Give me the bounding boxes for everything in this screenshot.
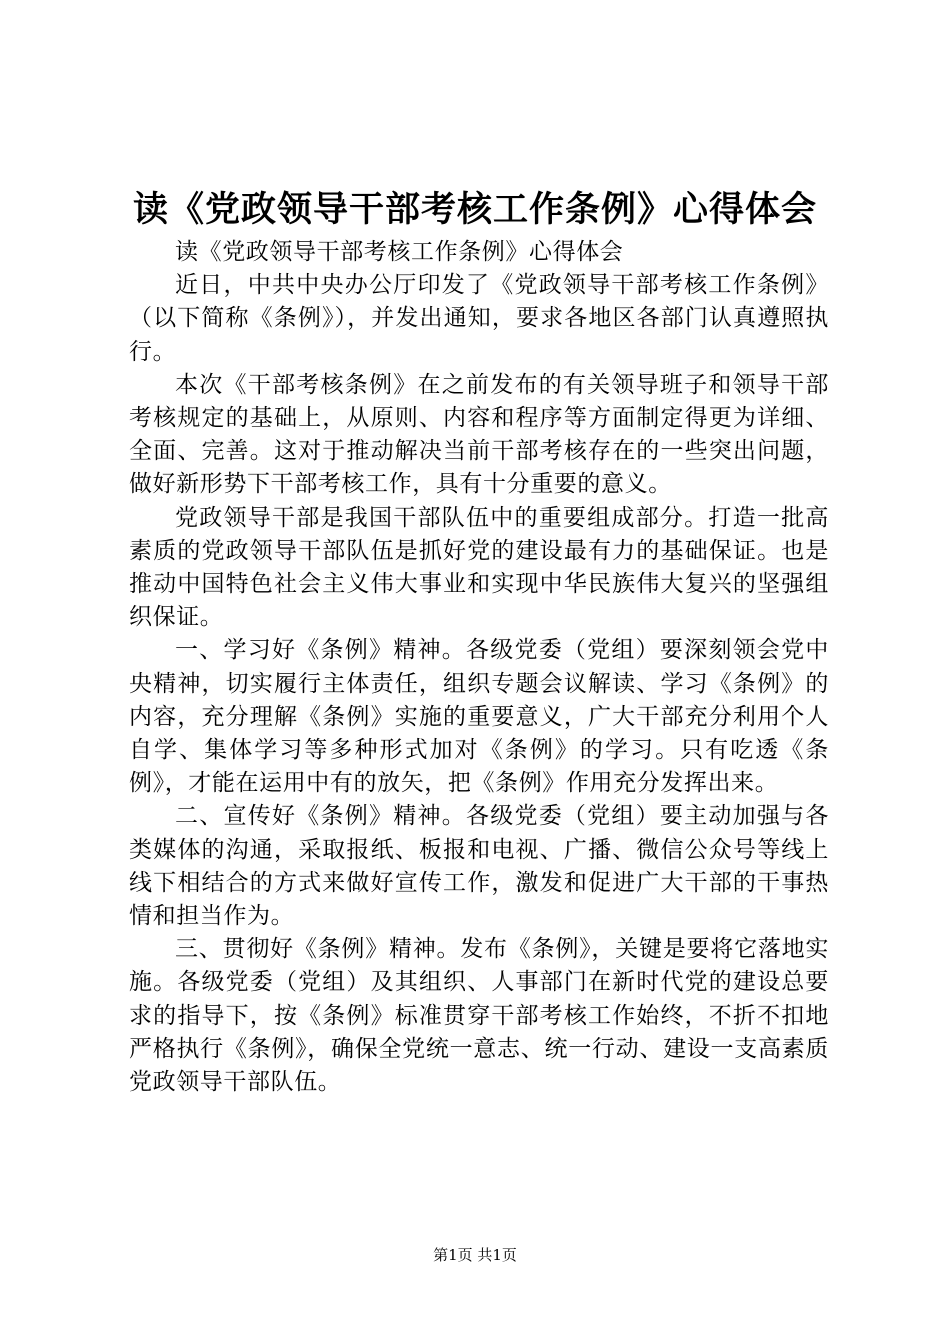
subtitle-paragraph: 读《党政领导干部考核工作条例》心得体会 xyxy=(175,239,624,265)
cadre-paragraph: 党政领导干部是我国干部队伍中的重要组成部分。打造一批高素质的党政领导干部队伍是抓好党的建设最有力的基础保证。也是推动中国特色社会主义伟大事业和实现中华民族伟大复兴的坚强组织保证。 xyxy=(129,504,829,631)
significance-paragraph: 本次《干部考核条例》在之前发布的有关领导班子和领导干部考核规定的基础上，从原则、内容和程序等方面制定得更为详细、全面、完善。这对于推动解决当前干部考核存在的一些突出问题，做好新形势下干部考核工作，具有十分重要的意义。 xyxy=(129,371,829,498)
point-one-paragraph: 一、学习好《条例》精神。各级党委（党组）要深刻领会党中央精神，切实履行主体责任，组织专题会议解读、学习《条例》的内容，充分理解《条例》实施的重要意义，广大干部充分利用个人自学、集体学习等多种形式加对《条例》的学习。只有吃透《条例》，才能在运用中有的放矢，把《条例》作用充分发挥出来。 xyxy=(129,637,829,797)
point-three-paragraph: 三、贯彻好《条例》精神。发布《条例》，关键是要将它落地实施。各级党委（党组）及其组织、人事部门在新时代党的建设总要求的指导下，按《条例》标准贯穿干部考核工作始终，不折不扣地严格执行《条例》，确保全党统一意志、统一行动、建设一支高素质党政领导干部队伍。 xyxy=(129,936,829,1096)
page-footer: 第1页 共1页 xyxy=(433,1246,517,1264)
document-title: 读《党政领导干部考核工作条例》心得体会 xyxy=(132,189,817,230)
intro-paragraph: 近日，中共中央办公厅印发了《党政领导干部考核工作条例》（以下简称《条例》），并发出通知，要求各地区各部门认真遵照执行。 xyxy=(129,272,829,365)
document-body xyxy=(129,236,829,1099)
point-two-paragraph: 二、宣传好《条例》精神。各级党委（党组）要主动加强与各类媒体的沟通，采取报纸、板报和电视、广播、微信公众号等线上线下相结合的方式来做好宣传工作，激发和促进广大干部的干事热情和担当作为。 xyxy=(129,803,829,930)
